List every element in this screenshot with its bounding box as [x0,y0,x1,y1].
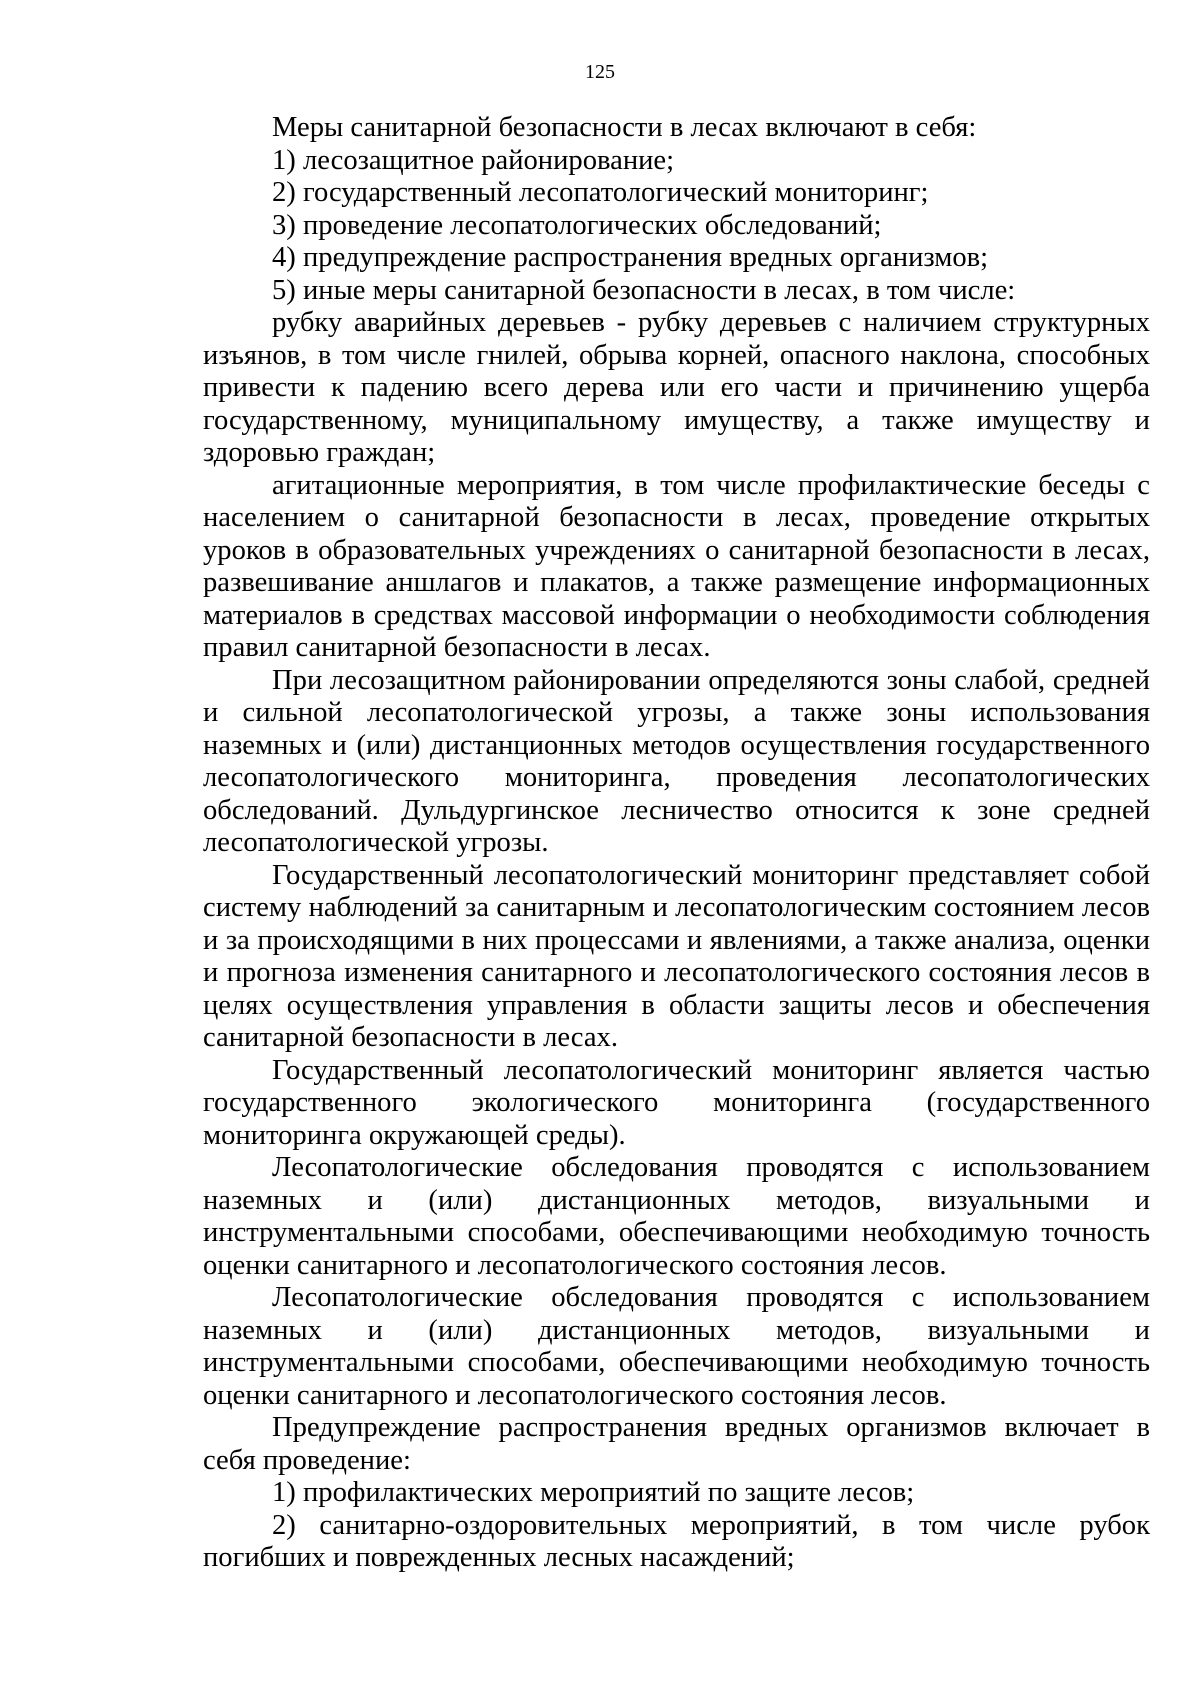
paragraph: Лесопатологические обследования проводятся с использованием наземных и (или) дистанционных методов, визуальными и инструментальными способами, обеспечивающими необходимую точность оценки санитарного и лесопатологического состояния лесов. [203,1152,1150,1281]
list-item: 2) государственный лесопатологический мониторинг; [272,177,929,208]
paragraph: Государственный лесопатологический мониторинг представляет собой систему наблюдений за санитарным и лесопатологическим состоянием лесов и за происходящими в них процессами и явлениями, а также анализа, оценки и прогноза изменения санитарного и лесопатологического состояния лесов в целях осуществления управления в области защиты лесов и обеспечения санитарной безопасности в лесах. [203,859,1150,1053]
paragraph: рубку аварийных деревьев - рубку деревьев с наличием структурных изъянов, в том числе гнилей, обрыва корней, опасного наклона, способных привести к падению всего дерева или его части и причинению ущерба государственному, муниципальному имуществу, а также имуществу и здоровью граждан; [203,307,1150,468]
paragraph: Лесопатологические обследования проводятся с использованием наземных и (или) дистанционных методов, визуальными и инструментальными способами, обеспечивающими необходимую точность оценки санитарного и лесопатологического состояния лесов. [203,1282,1150,1411]
document-body [203,112,1150,1575]
list-item: 1) профилактических мероприятий по защите лесов; [272,1477,915,1508]
list-item: 1) лесозащитное районирование; [272,144,675,176]
paragraph: Предупреждение распространения вредных организмов включает в себя проведение: [203,1412,1150,1476]
list-item: 3) проведение лесопатологических обследований; [272,209,882,241]
paragraph: Меры санитарной безопасности в лесах включают в себя: [272,112,977,143]
page-number: 125 [585,61,615,83]
list-item: 2) санитарно-оздоровительных мероприятий, в том числе рубок погибших и поврежденных лесных насаждений; [203,1509,1150,1573]
list-item: 4) предупреждение распространения вредных организмов; [272,242,989,273]
paragraph: Государственный лесопатологический мониторинг является частью государственного экологического мониторинга (государственного мониторинга окружающей среды). [203,1054,1150,1151]
paragraph: При лесозащитном районировании определяются зоны слабой, средней и сильной лесопатологической угрозы, а также зоны использования наземных и (или) дистанционных методов осуществления государственного лесопатологического мониторинга, проведения лесопатологических обследований. Дульдургинское лесничество относится к зоне средней лесопатологической угрозы. [203,664,1150,858]
list-item: 5) иные меры санитарной безопасности в лесах, в том числе: [272,274,1016,306]
paragraph: агитационные мероприятия, в том числе профилактические беседы с населением о санитарной безопасности в лесах, проведение открытых уроков в образовательных учреждениях о санитарной безопасности в лесах, развешивание аншлагов и плакатов, а также размещение информационных материалов в средствах массовой информации о необходимости соблюдения правил санитарной безопасности в лесах. [203,469,1150,663]
